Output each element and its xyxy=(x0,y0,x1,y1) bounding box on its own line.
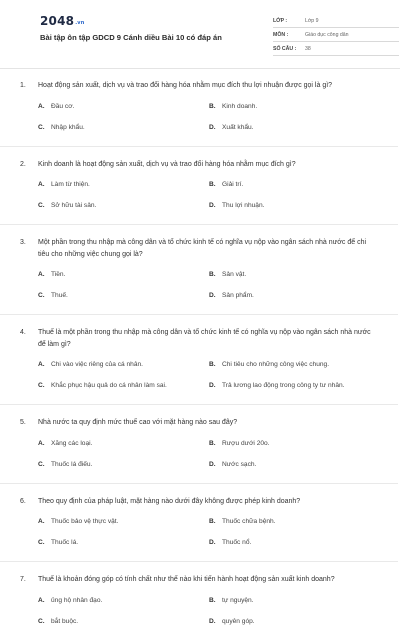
option-text: Thu lợi nhuận. xyxy=(222,202,265,209)
option-letter: D. xyxy=(209,539,216,546)
question-item xyxy=(20,80,378,147)
question-item xyxy=(20,496,378,563)
answer-option-b[interactable] xyxy=(209,438,378,450)
question-number: 7. xyxy=(20,576,26,583)
answer-option-a[interactable] xyxy=(38,595,209,607)
site-logo[interactable] xyxy=(40,14,85,28)
question-number: 3. xyxy=(20,239,26,246)
option-letter: A. xyxy=(38,271,45,278)
answer-option-c[interactable] xyxy=(38,200,209,212)
question-text-row xyxy=(20,80,378,92)
meta-key-question-count: SỐ CÂU : xyxy=(273,45,297,52)
option-text: Kinh doanh. xyxy=(222,102,258,110)
option-text: Xăng các loại. xyxy=(51,439,93,447)
option-text: Làm từ thiện. xyxy=(51,181,90,188)
answer-option-d[interactable] xyxy=(209,537,378,549)
option-text: Đầu cơ. xyxy=(51,102,75,110)
question-number: 5. xyxy=(20,419,26,426)
question-text-row xyxy=(20,496,378,508)
option-letter: A. xyxy=(38,518,45,525)
option-text: Khắc phục hậu quả do cá nhân làm sai. xyxy=(51,382,167,389)
question-text: Thuế là một phần trong thu nhập mà công dân và tổ chức kinh tế có nghĩa vụ nộp vào ngân sách nhà nước để làm gì? xyxy=(38,329,371,348)
question-item xyxy=(20,159,378,226)
answer-option-a[interactable] xyxy=(38,269,209,281)
option-letter: A. xyxy=(38,102,45,110)
answer-option-d[interactable] xyxy=(209,122,378,134)
option-text: Chi tiêu cho những công việc chung. xyxy=(222,361,330,368)
meta-key-class: LỚP : xyxy=(273,17,288,24)
option-text: Trả lương lao động trong công ty tư nhân. xyxy=(222,382,345,389)
option-letter: A. xyxy=(38,181,45,188)
question-item xyxy=(20,327,378,405)
answer-option-a[interactable] xyxy=(38,179,209,191)
option-letter: D. xyxy=(209,617,216,625)
option-letter: C. xyxy=(38,617,45,625)
option-text: quyên góp. xyxy=(222,617,255,625)
option-text: Sản phẩm. xyxy=(222,292,254,299)
option-letter: B. xyxy=(209,518,216,525)
option-letter: B. xyxy=(209,102,216,110)
option-letter: C. xyxy=(38,123,45,131)
question-text: Kinh doanh là hoạt động sản xuất, dịch vụ và trao đổi hàng hóa nhằm mục đích gì? xyxy=(38,160,296,168)
option-letter: C. xyxy=(38,539,45,546)
answer-options xyxy=(20,101,378,134)
answer-option-d[interactable] xyxy=(209,200,378,212)
option-letter: A. xyxy=(38,361,45,368)
option-text: Chi vào việc riêng của cá nhân. xyxy=(51,361,144,368)
question-separator xyxy=(0,146,398,147)
answer-option-a[interactable] xyxy=(38,516,209,528)
option-text: tự nguyện. xyxy=(222,596,254,604)
answer-option-b[interactable] xyxy=(209,595,378,607)
answer-option-c[interactable] xyxy=(38,459,209,471)
answer-option-d[interactable] xyxy=(209,616,378,628)
question-item xyxy=(20,574,378,628)
option-letter: C. xyxy=(38,382,45,389)
meta-row-class xyxy=(273,14,399,28)
question-number: 2. xyxy=(20,160,26,168)
option-letter: B. xyxy=(209,181,216,188)
answer-option-a[interactable] xyxy=(38,101,209,113)
question-text: Hoạt động sản xuất, dịch vụ và trao đổi hàng hóa nhằm mục đích thu lợi nhuận được gọi là gì? xyxy=(38,82,333,89)
option-letter: D. xyxy=(209,202,216,209)
meta-row-subject xyxy=(273,28,399,42)
logo-main-text: 2048 xyxy=(40,14,75,28)
question-text-row xyxy=(20,574,378,586)
meta-key-subject: MÔN : xyxy=(273,31,289,38)
option-letter: D. xyxy=(209,460,216,468)
question-separator xyxy=(0,483,398,484)
answer-options xyxy=(20,359,378,392)
option-text: Xuất khẩu. xyxy=(222,123,254,131)
option-letter: B. xyxy=(209,271,216,278)
question-text-row xyxy=(20,159,378,171)
option-letter: C. xyxy=(38,202,45,209)
option-text: Sở hữu tài sản. xyxy=(51,202,97,209)
meta-value-question-count: 38 xyxy=(305,45,311,52)
question-number: 4. xyxy=(20,329,26,336)
answer-option-b[interactable] xyxy=(209,101,378,113)
answer-options xyxy=(20,438,378,471)
meta-value-class: Lớp 9 xyxy=(305,17,319,24)
question-text-row xyxy=(20,417,378,429)
meta-row-question-count xyxy=(273,42,399,56)
answer-option-c[interactable] xyxy=(38,290,209,302)
option-letter: C. xyxy=(38,460,45,468)
answer-option-d[interactable] xyxy=(209,290,378,302)
question-text: Thuế là khoản đóng góp có tính chất như thế nào khi tiến hành hoạt động sản xuất kinh doanh? xyxy=(38,576,335,583)
question-item xyxy=(20,237,378,315)
answer-option-d[interactable] xyxy=(209,459,378,471)
option-letter: C. xyxy=(38,292,45,299)
question-text: Một phần trong thu nhập mà công dân và tổ chức kinh tế có nghĩa vụ nộp vào ngân sách nhà nước để chi tiêu cho những việc chung gọi là? xyxy=(38,239,367,258)
option-letter: B. xyxy=(209,361,216,368)
answer-option-c[interactable] xyxy=(38,380,209,392)
option-text: Rượu dưới 20o. xyxy=(222,439,270,447)
option-letter: A. xyxy=(38,596,45,604)
question-text-row xyxy=(20,237,378,260)
answer-option-c[interactable] xyxy=(38,537,209,549)
question-list xyxy=(20,80,378,628)
question-text: Theo quy định của pháp luật, mặt hàng nào dưới đây không được phép kinh doanh? xyxy=(38,497,301,505)
answer-option-b[interactable] xyxy=(209,179,378,191)
answer-options xyxy=(20,179,378,212)
option-text: ủng hộ nhân đạo. xyxy=(51,596,103,604)
answer-option-a[interactable] xyxy=(38,359,209,371)
document-header xyxy=(20,0,378,68)
question-separator xyxy=(0,404,398,405)
question-text-row xyxy=(20,327,378,350)
option-letter: A. xyxy=(38,439,45,447)
document-title: Bài tập ôn tập GDCD 9 Cánh diều Bài 10 có đáp án xyxy=(40,33,222,42)
option-text: Tiền. xyxy=(51,271,66,278)
meta-value-subject: Giáo dục công dân xyxy=(305,31,349,38)
option-text: Thuốc chữa bệnh. xyxy=(222,518,276,525)
answer-option-a[interactable] xyxy=(38,438,209,450)
question-separator xyxy=(0,224,398,225)
option-text: Sản vật. xyxy=(222,271,247,278)
header-divider xyxy=(0,68,400,69)
question-number: 6. xyxy=(20,497,26,505)
option-text: bắt buộc. xyxy=(51,617,79,625)
option-text: Thuốc lá điếu. xyxy=(51,460,93,468)
question-separator xyxy=(0,561,398,562)
answer-option-b[interactable] xyxy=(209,516,378,528)
option-letter: D. xyxy=(209,382,216,389)
option-text: Giải trí. xyxy=(222,181,244,188)
answer-option-d[interactable] xyxy=(209,380,378,392)
option-letter: D. xyxy=(209,292,216,299)
question-text: Nhà nước ta quy định mức thuế cao với mặt hàng nào sau đây? xyxy=(38,419,238,426)
answer-option-b[interactable] xyxy=(209,359,378,371)
question-separator xyxy=(0,314,398,315)
answer-options xyxy=(20,595,378,628)
option-text: Nước sạch. xyxy=(222,460,257,468)
option-letter: D. xyxy=(209,123,216,131)
answer-option-b[interactable] xyxy=(209,269,378,281)
answer-option-c[interactable] xyxy=(38,122,209,134)
question-item xyxy=(20,417,378,484)
option-letter: B. xyxy=(209,439,216,447)
logo-suffix-text: .vn xyxy=(75,20,85,26)
answer-options xyxy=(20,516,378,549)
answer-options xyxy=(20,269,378,302)
option-text: Thuốc bảo vệ thực vật. xyxy=(51,518,119,525)
option-text: Thuế. xyxy=(51,292,68,299)
option-text: Thuốc nổ. xyxy=(222,539,252,546)
answer-option-c[interactable] xyxy=(38,616,209,628)
document-meta-table xyxy=(273,14,399,56)
option-letter: B. xyxy=(209,596,216,604)
option-text: Nhập khẩu. xyxy=(51,123,85,131)
question-number: 1. xyxy=(20,82,26,89)
option-text: Thuốc lá. xyxy=(51,539,79,546)
